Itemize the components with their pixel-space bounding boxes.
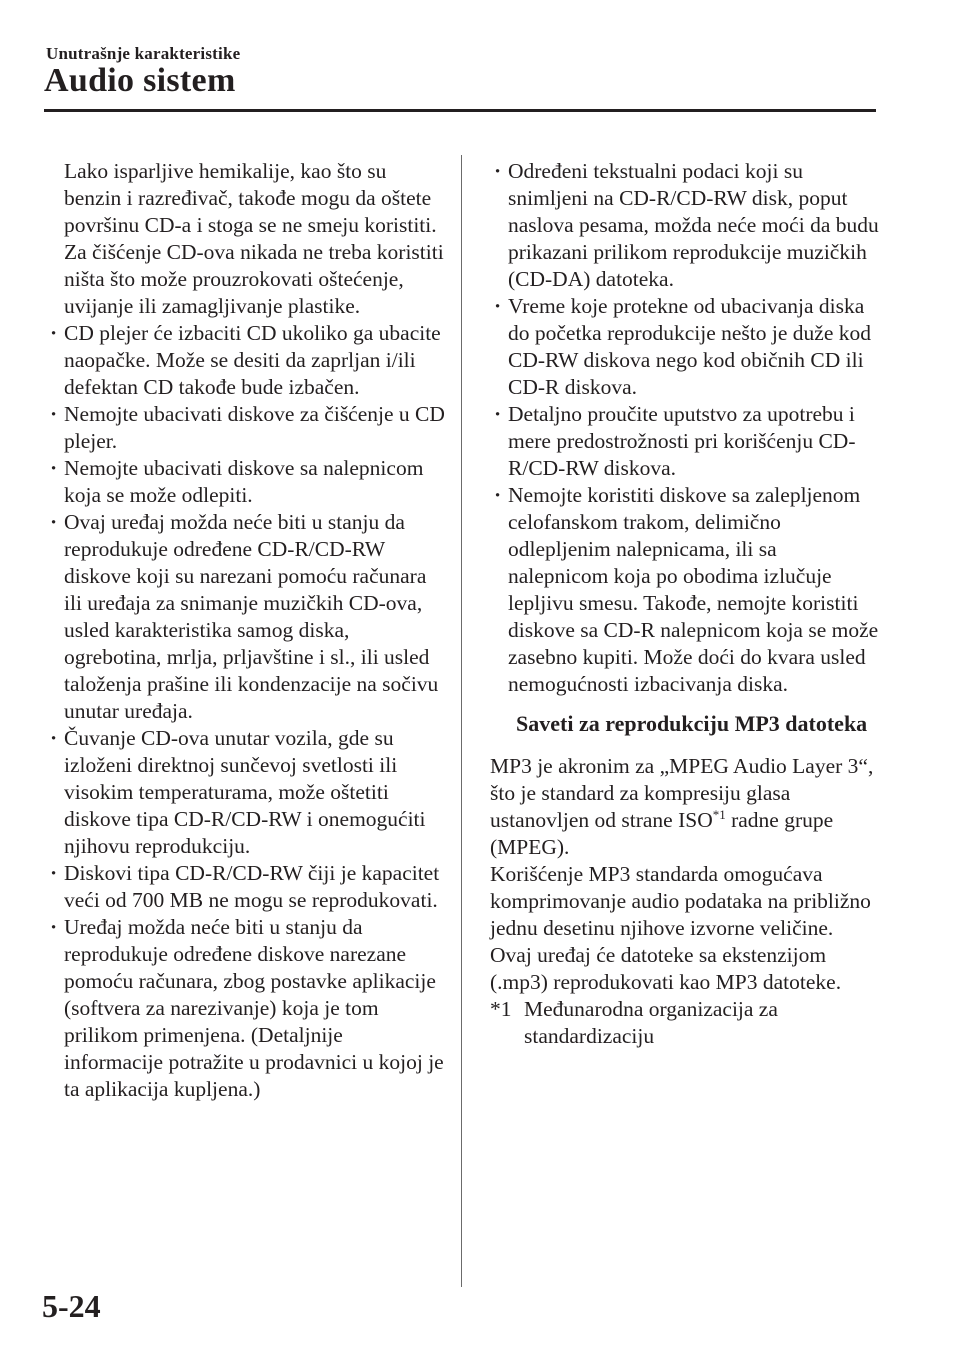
bullet-icon: · (494, 402, 502, 426)
bullet-icon: · (50, 321, 58, 345)
bullet-icon: · (50, 726, 58, 750)
right-column (490, 158, 880, 1050)
list-item: · Nemojte ubacivati diskove za čišćenje u CD plejer. (50, 402, 445, 453)
mp3-subheading: Saveti za reprodukciju MP3 datoteka (516, 711, 868, 736)
bullet-icon: · (50, 510, 58, 534)
extension-paragraph: Ovaj uređaj će datoteke sa ekstenzijom (.mp3) reprodukovati kao MP3 datoteke. (490, 943, 842, 994)
page-title: Audio sistem (44, 62, 236, 99)
list-item: · Diskovi tipa CD-R/CD-RW čiji je kapacitet veći od 700 MB ne mogu se reprodukovati. (50, 861, 440, 912)
list-item: · Vreme koje protekne od ubacivanja diska do početka reprodukcije nešto je duže kod CD-RW diskova nego kod običnih CD ili CD-R diskova. (494, 294, 871, 399)
list-item: · Detaljno proučite uputstvo za upotrebu i mere predostrožnosti pri korišćenju CD-R/CD-RW diskova. (494, 402, 856, 480)
mp3-paragraph: MP3 je akronim za „MPEG Audio Layer 3“, što je standard za kompresiju glasa ustanovljen od strane ISO$^{*1}$ radne grupe (MPEG). (490, 754, 874, 859)
section-label: Unutrašnje karakteristike (46, 44, 241, 63)
page-number: 5-24 (42, 1288, 101, 1324)
list-item: · Čuvanje CD-ova unutar vozila, gde su izloženi direktnoj sunčevoj svetlosti ili visokim temperaturama, može oštetiti diskove tipa CD-R/CD-RW i onemogućiti njihovu reprodukciju. (50, 726, 426, 858)
intro-paragraph: Lako isparljive hemikalije, kao što su benzin i razređivač, takođe mogu da oštete površinu CD-a i stoga se ne smeju koristiti. Za čišćenje CD-ova nikada ne treba koristiti ništa što može prouzrokovati oštećenje, uvijanje ili zamagljivanje plastike. (64, 159, 444, 318)
bullet-icon: · (494, 159, 502, 183)
list-item: · Nemojte ubacivati diskove sa nalepnicom koja se može odlepiti. (50, 456, 424, 507)
list-item: · CD plejer će izbaciti CD ukoliko ga ubacite naopačke. Može se desiti da zaprljan i/ili defektan CD takođe bude izbačen. (50, 321, 441, 399)
bullet-icon: · (50, 456, 58, 480)
left-bullet-list (46, 320, 446, 1103)
list-item: · Nemojte koristiti diskove sa zalepljenom celofanskom trakom, delimično odlepljenim nalepnicama, ili sa nalepnicom koja po obodima izlučuje lepljivu smesu. Takođe, nemojte koristiti diskove sa CD-R nalepnicom koja se može zasebno kupiti. Može doći do kvara usled nemogućnosti izbacivanja diska. (494, 483, 879, 696)
bullet-icon: · (50, 402, 58, 426)
footnote-mark: *1 (490, 997, 512, 1021)
list-item: · Uređaj možda neće biti u stanju da reprodukuje određene diskove narezane pomoću računara, zbog postavke aplikacije (softvera za narezivanje) koja je tom prilikom primenjena. (Detaljnije informacije potražite u prodavnici u kojoj je ta aplikacija kupljena.) (50, 915, 444, 1101)
bullet-icon: · (50, 915, 58, 939)
footnote-ref: *1 (712, 806, 726, 822)
list-item: · Određeni tekstualni podaci koji su snimljeni na CD-R/CD-RW disk, poput naslova pesama, možda neće moći da budu prikazani prilikom reprodukcije muzičkih (CD-DA) datoteka. (494, 159, 879, 291)
compression-paragraph: Korišćenje MP3 standarda omogućava komprimovanje audio podataka na približno jednu desetinu njihove izvorne veličine. (490, 862, 871, 940)
bullet-icon: · (494, 483, 502, 507)
bullet-icon: · (494, 294, 502, 318)
right-bullet-list (490, 158, 880, 698)
column-divider (461, 155, 462, 1287)
header-rule (44, 109, 876, 112)
left-column (46, 158, 446, 1103)
bullet-icon: · (50, 861, 58, 885)
list-item: · Ovaj uređaj možda neće biti u stanju da reprodukuje određene CD-R/CD-RW diskove koji su narezani pomoću računara ili uređaja za snimanje muzičkih CD-ova, usled karakteristika samog diska, ogrebotina, mrlja, prljavštine i sl., ili usled taloženja prašine ili kondenzacije na sočivu unutar uređaja. (50, 510, 439, 723)
footnote-text: Međunarodna organizacija za standardizaciju (524, 997, 778, 1048)
footnote (490, 996, 880, 1050)
